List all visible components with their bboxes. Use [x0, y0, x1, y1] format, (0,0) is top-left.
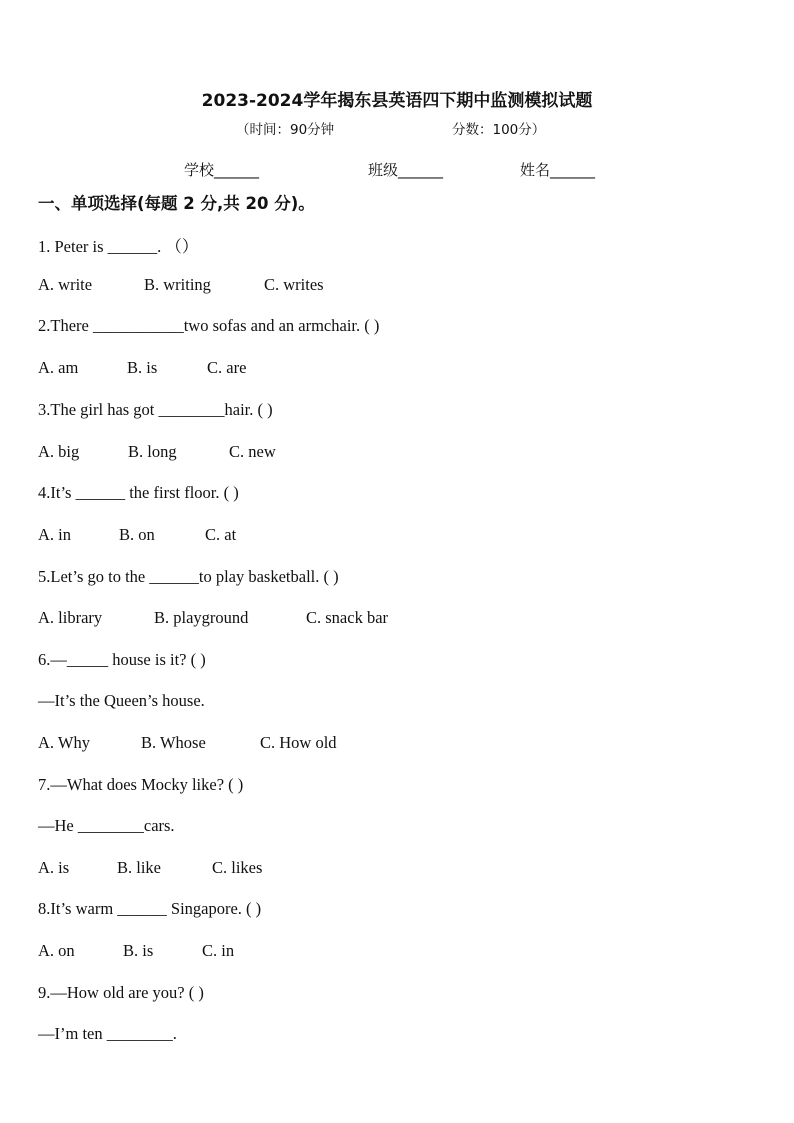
option-b: B. on: [119, 525, 155, 544]
question-reply: —He ________cars.: [38, 816, 175, 835]
option-a: A. big: [38, 442, 80, 461]
option-c: C. are: [207, 358, 247, 377]
question-stem: 7.—What does Mocky like? ( ): [38, 775, 244, 794]
question-reply: —I’m ten ________.: [38, 1024, 177, 1043]
option-c: C. new: [229, 442, 276, 461]
option-c: C. writes: [264, 275, 324, 294]
option-c: C. at: [205, 525, 237, 544]
option-b: B. Whose: [141, 733, 206, 752]
option-c: C. snack bar: [306, 608, 389, 627]
school-field: 学校______: [184, 161, 260, 179]
question-stem: 4.It’s ______ the first floor. ( ): [38, 483, 239, 502]
option-a: A. library: [38, 608, 103, 627]
question-stem: 2.There ___________two sofas and an armchair. ( ): [38, 316, 380, 335]
question-stem: 8.It’s warm ______ Singapore. ( ): [38, 899, 262, 918]
option-a: A. write: [38, 275, 93, 294]
question-stem: 1. Peter is ______. （）: [38, 237, 199, 256]
option-c: C. in: [202, 941, 235, 960]
option-a: A. in: [38, 525, 71, 544]
option-c: C. How old: [260, 733, 337, 752]
exam-time: （时间：90分钟: [236, 122, 335, 138]
question-stem: 5.Let’s go to the ______to play basketball. ( ): [38, 567, 339, 586]
section-title: 一、单项选择(每题 2 分,共 20 分)。: [38, 194, 315, 213]
question-stem: 3.The girl has got ________hair. ( ): [38, 400, 273, 419]
name-field: 姓名______: [520, 161, 596, 179]
question-reply: —It’s the Queen’s house.: [38, 691, 205, 710]
option-b: B. like: [117, 858, 161, 877]
question-stem: 6.—_____ house is it? ( ): [38, 650, 206, 669]
option-b: B. long: [128, 442, 177, 461]
option-c: C. likes: [212, 858, 263, 877]
option-a: A. am: [38, 358, 79, 377]
option-a: A. Why: [38, 733, 90, 752]
option-b: B. is: [123, 941, 154, 960]
option-b: B. is: [127, 358, 158, 377]
option-b: B. playground: [154, 608, 249, 627]
option-a: A. is: [38, 858, 70, 877]
question-stem: 9.—How old are you? ( ): [38, 983, 204, 1002]
option-b: B. writing: [144, 275, 211, 294]
page-title: 2023-2024学年揭东县英语四下期中监测模拟试题: [201, 91, 593, 111]
option-a: A. on: [38, 941, 75, 960]
class-field: 班级______: [368, 161, 444, 179]
exam-score: 分数：100分）: [452, 122, 546, 138]
